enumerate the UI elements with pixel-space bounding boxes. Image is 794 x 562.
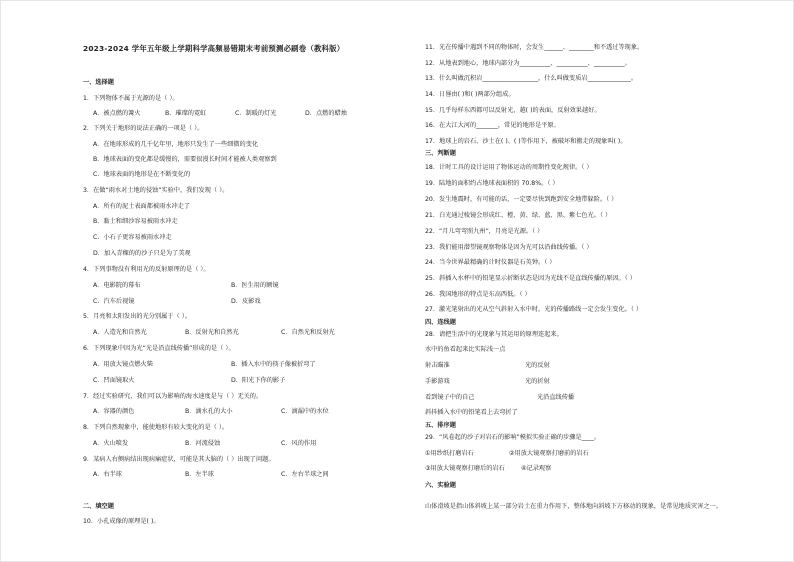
question-29: 29．“风卷起的沙子对岩石的影响”模拟实验正确的步骤是____。 bbox=[425, 434, 601, 441]
section-heading-matching: 四、连线题 bbox=[425, 319, 456, 326]
match-item-left: 看到镜子中的自己 bbox=[425, 394, 475, 401]
question-13: 13．什么叫做沉积岩__________________，什么叫做变质岩______________。 bbox=[425, 75, 638, 82]
question-4: 4．下列事物没有利用光的反射原理的是（ ）。 bbox=[83, 266, 210, 273]
question-2: 2．下列关于地形的说法正确的一项是（ ）。 bbox=[83, 125, 204, 132]
step-3: ③用放大镜观察打磨后的岩石 bbox=[425, 465, 505, 472]
option-a: A．被点燃的篝火 bbox=[93, 110, 141, 117]
match-item-left: 水中的鱼看起来比实际浅一点 bbox=[425, 346, 506, 353]
question-6-options-row2 bbox=[83, 378, 369, 384]
match-item-right: 光沿直线传播 bbox=[537, 394, 575, 401]
option-b: B．反射光和自然光 bbox=[185, 329, 239, 336]
option-c: C．左右半球之间 bbox=[281, 471, 329, 478]
option-c: C．制暖的灯光 bbox=[235, 110, 277, 117]
option-c: C．汽车后视镜 bbox=[93, 298, 135, 305]
option-a: A．用放大镜点燃火柴 bbox=[93, 361, 153, 368]
option-b: B．璀璨的霓虹 bbox=[165, 110, 207, 117]
match-item-right: 光的折射 bbox=[525, 378, 550, 385]
question-9-options bbox=[83, 472, 329, 478]
question-10: 10．小孔成像的原理是( )。 bbox=[83, 518, 160, 525]
question-5: 5．月亮和太阳发出的光分别属于（ ）。 bbox=[83, 313, 191, 320]
ordering-steps-row2 bbox=[425, 466, 551, 472]
question-30: 山体滑坡是指山体斜坡上某一部分岩土在重力作用下，整体地向斜坡下方移动的现象，是常见地质灾害之一。 bbox=[425, 503, 722, 510]
option-c: C．凹面镜取火 bbox=[93, 377, 135, 384]
question-16: 16．在大江大河的_______，常见的地形是平原。 bbox=[425, 122, 560, 129]
question-14: 14．日晷由( )和( )两部分组成。 bbox=[425, 91, 515, 98]
option-b: B．滴水孔的大小 bbox=[185, 408, 233, 415]
option-d: D．皮影戏 bbox=[231, 298, 261, 305]
question-18: 18．计时工具的设计运用了物体运动的周期性变化规律。（ ） bbox=[425, 164, 593, 171]
match-item-left: 手影游戏 bbox=[425, 378, 450, 385]
option-a: A．电影院的幕布 bbox=[93, 282, 141, 289]
section-heading-judge: 三、判断题 bbox=[425, 150, 456, 157]
question-28: 28．请把生活中的光现象与其运用的原理连起来。 bbox=[425, 331, 563, 338]
option-a: A．火山喷发 bbox=[93, 440, 129, 447]
question-6: 6．下列现象中因为光“光是沿直线传播”形成的是（ ）。 bbox=[83, 345, 235, 352]
question-15: 15．几乎每样东西都可以反射光，越( )的表面，反射效果越好。 bbox=[425, 107, 601, 114]
option-a: A．容器的颜色 bbox=[93, 408, 135, 415]
option-c: C．小石子更容易被雨水冲走 bbox=[93, 234, 172, 241]
option-a: A．人造光和自然光 bbox=[93, 329, 147, 336]
option-c: C．滴漏中的水位 bbox=[281, 408, 329, 415]
option-b: B．河流侵蚀 bbox=[185, 440, 221, 447]
section-heading-fill: 二、填空题 bbox=[83, 503, 114, 510]
match-item-left: 斜抖插入水中的铅笔看上去弯折了 bbox=[425, 409, 518, 416]
option-a: A．在地球形成的几千亿年里，地形只发生了一些细微的变化 bbox=[93, 141, 259, 148]
option-b: B．插入水中的筷子像被折弯了 bbox=[231, 361, 316, 368]
question-25: 25．斜插入水杯中的铅笔显示折断状态是因为光线不是直线传播的原因。（ ） bbox=[425, 275, 636, 282]
question-22: 22．“月儿弯弯照九州”，月亮是光源。（ ） bbox=[425, 228, 544, 235]
option-c: C．自然光和反射光 bbox=[281, 329, 335, 336]
question-7: 7．经过实验研究，我们可以为影响的海水速度是与（ ）无关的。 bbox=[83, 393, 263, 400]
option-d: D．点燃的蜡烛 bbox=[305, 110, 347, 117]
option-b: B．医生用的额镜 bbox=[231, 282, 279, 289]
section-heading-ordering: 五、排序题 bbox=[425, 422, 456, 429]
question-20: 20．发生地震时，有可能的话，一定要尽快到跑到安全地带躲险。（ ） bbox=[425, 196, 618, 203]
option-b: B．地球表面的变化都是缓慢的，需要很漫长时间才能被人类观察到 bbox=[93, 156, 277, 163]
question-6-options-row1 bbox=[83, 362, 369, 368]
step-1: ①用纱纸打磨岩石 bbox=[425, 450, 474, 457]
question-11: 11．光在传播中遇到不同的物体时，会发生______、________和不透过等现象。 bbox=[425, 44, 644, 51]
question-24: 24．当今世界最精确的计时仪器是石英钟。（ ） bbox=[425, 259, 556, 266]
ordering-steps-row1 bbox=[425, 451, 589, 457]
question-26: 26．我国地形的特点是东高西低。（ ） bbox=[425, 291, 531, 298]
question-17: 17．地球上的岩石、沙土在( )、( )等作用下，被破坏和搬走的现象叫( )。 bbox=[425, 138, 627, 145]
step-2: ②用放大镜观察打磨前的岩石 bbox=[509, 450, 589, 457]
option-a: A．右半球 bbox=[93, 471, 122, 478]
question-5-options bbox=[83, 330, 335, 336]
section-heading-experiment: 六、实验题 bbox=[425, 482, 456, 489]
question-8: 8．下列自然现象中，能使地形有较大变化的是（ ）。 bbox=[83, 424, 229, 431]
question-23: 23．我们能用潜望镜观察物体是因为光可以沿曲线传播。（ ） bbox=[425, 244, 593, 251]
option-a: A．所有的泥土表面都被雨水冲走了 bbox=[93, 203, 191, 210]
question-3: 3．在做“雨水对土地的侵蚀”实验中，我们发现（ ）。 bbox=[83, 187, 229, 194]
section-heading-choice: 一、选择题 bbox=[83, 79, 114, 86]
question-9: 9．某病人右侧病结出现病痛症状，可能是其大脑的（ ）出现了问题。 bbox=[83, 456, 275, 463]
option-b: B．黏土和细沙容易被雨水冲走 bbox=[93, 218, 178, 225]
question-19: 19．陆地的面积约占地球表面积的 70.8%。（ ） bbox=[425, 180, 559, 187]
option-d: D．阳光下你的影子 bbox=[231, 377, 286, 384]
option-c: C．风的作用 bbox=[281, 440, 317, 447]
match-item-right: 光的反射 bbox=[525, 362, 550, 369]
question-7-options bbox=[83, 409, 329, 415]
step-4: ④记录观察 bbox=[521, 465, 552, 472]
question-27: 27．激光笔射出的光从空气斜射入水中时，光的传播路线一定会发生变化。（ ） bbox=[425, 306, 643, 313]
question-4-options-row1 bbox=[83, 283, 369, 289]
question-8-options bbox=[83, 441, 316, 447]
question-1: 1．下列物体不属于光源的是（ ）。 bbox=[83, 95, 179, 102]
option-c: C．地球表面的地形是在不断变化的 bbox=[93, 171, 191, 178]
question-12: 12．从地表到地心，地球内部分为__________、__________、__________。 bbox=[425, 60, 631, 67]
question-21: 21．白光通过棱镜会形成红、橙、黄、绿、蓝、黑、紫七色光。（ ） bbox=[425, 212, 612, 219]
exam-title: 2023-2024 学年五年级上学期科学高频易错期末考前预测必刷卷（教科版） bbox=[83, 44, 345, 53]
option-b: B．左半球 bbox=[185, 471, 214, 478]
question-1-options bbox=[83, 111, 375, 117]
match-item-left: 射击瞄准 bbox=[425, 362, 450, 369]
question-4-options-row2 bbox=[83, 299, 369, 305]
option-d: D．加入青稞的的沙子只是为了美观 bbox=[93, 250, 191, 257]
